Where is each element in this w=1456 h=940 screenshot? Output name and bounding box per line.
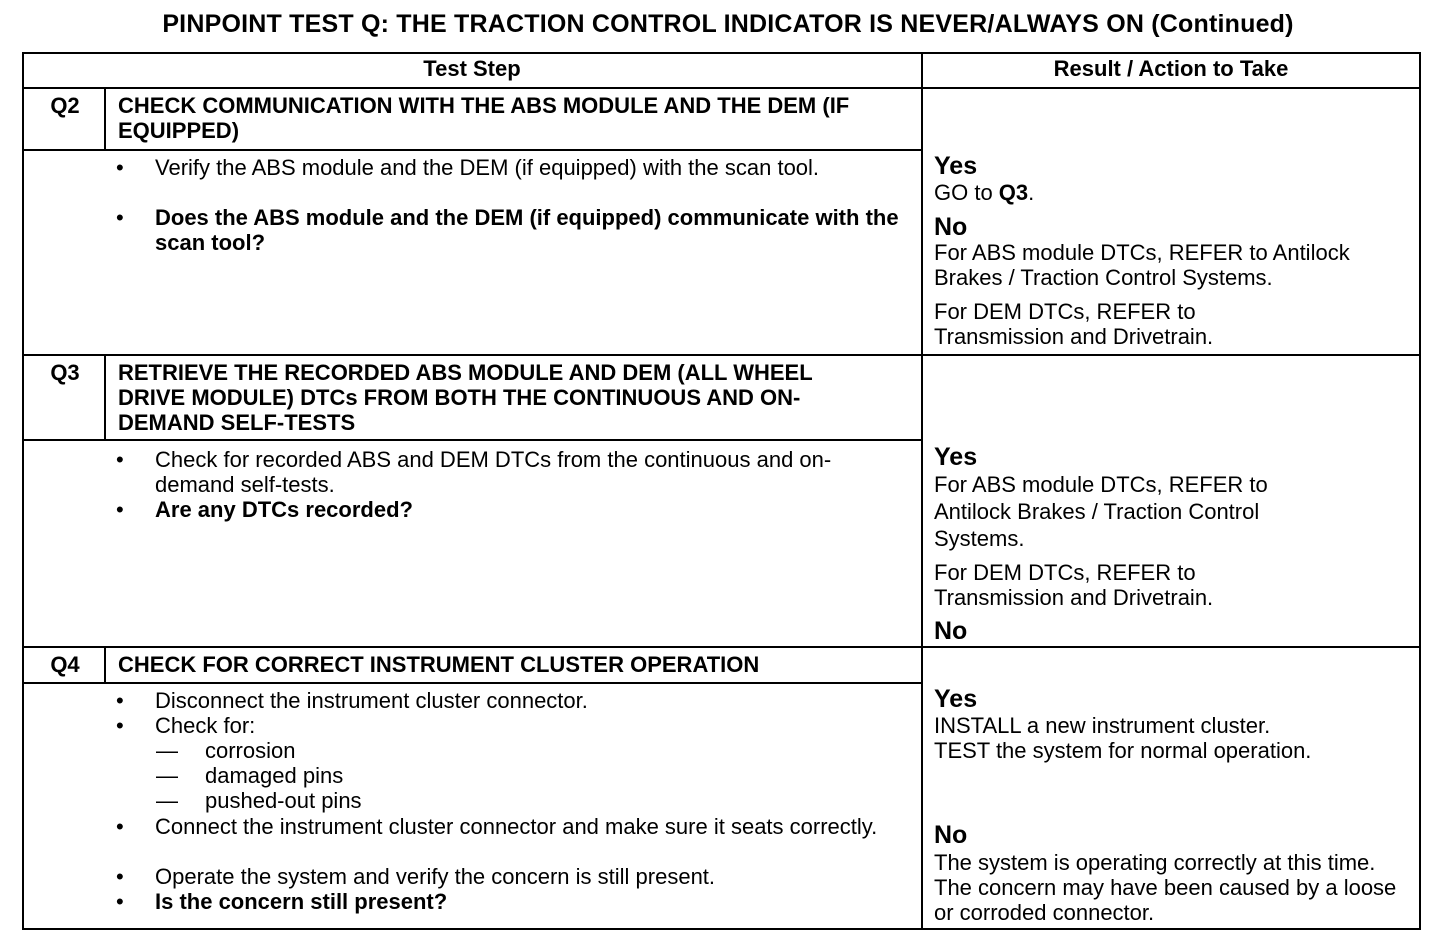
q3-yes-action-2: For DEM DTCs, REFER to Transmission and Drivetrain. [934,560,1214,610]
q4-dash-1: — [156,738,178,763]
q2-yes-target: Q3 [998,180,1029,205]
q2-yes-suffix: . [1028,180,1035,205]
header-test-step: Test Step [423,56,521,81]
q4-heading-underline [22,682,922,684]
q4-step-5-question: Is the concern still present? [155,889,448,914]
header-divider [22,87,1421,89]
q2-no-action-1: For ABS module DTCs, REFER to Antilock Brakes / Traction Control Systems. [934,240,1350,290]
row-divider-q2-q3 [22,354,1421,356]
q2-bullet-2: • [116,205,124,230]
q2-step-2-question: Does the ABS module and the DEM (if equipped) communicate with the scan tool? [155,205,899,255]
q2-step-id: Q2 [50,93,80,118]
q3-step-1: Check for recorded ABS and DEM DTCs from the continuous and on-demand self-tests. [155,447,832,497]
q2-yes-action [934,180,1418,205]
q4-dash-3: — [156,788,178,813]
q3-step-id: Q3 [50,360,80,385]
q2-step-1: Verify the ABS module and the DEM (if equipped) with the scan tool. [155,155,820,180]
q2-no-label: No [934,213,968,241]
column-divider [921,52,923,930]
q3-bullet-1: • [116,447,124,472]
q4-check-corrosion: corrosion [205,738,296,763]
q4-step-3: Connect the instrument cluster connector and make sure it seats correctly. [155,814,878,839]
q4-dash-2: — [156,763,178,788]
q2-heading: CHECK COMMUNICATION WITH THE ABS MODULE AND THE DEM (IF EQUIPPED) [118,93,850,143]
q4-yes-action-2: TEST the system for normal operation. [934,738,1312,763]
q4-bullet-5: • [116,889,124,914]
q4-no-action: The system is operating correctly at this time. The concern may have been caused by a loose or corroded connector. [934,850,1397,925]
q4-no-label: No [934,821,968,849]
q3-heading: RETRIEVE THE RECORDED ABS MODULE AND DEM (ALL WHEEL DRIVE MODULE) DTCs FROM BOTH THE CONTINUOUS AND ON-DEMAND SELF-TESTS [118,360,813,435]
q4-yes-label: Yes [934,685,978,713]
q4-yes-action-1: INSTALL a new instrument cluster. [934,713,1271,738]
q4-step-id: Q4 [50,652,80,677]
q2-bullet-1: • [116,155,124,180]
page-title: PINPOINT TEST Q: THE TRACTION CONTROL INDICATOR IS NEVER/ALWAYS ON (Continued) [162,10,1294,38]
q2-yes-prefix: GO to [934,180,999,205]
q3-heading-underline [22,439,922,441]
q2-no-action-2: For DEM DTCs, REFER to Transmission and Drivetrain. [934,299,1214,349]
q4-step-2: Check for: [155,713,256,738]
q4-bullet-3: • [116,814,124,839]
q3-yes-label: Yes [934,443,978,471]
q4-step-1: Disconnect the instrument cluster connector. [155,688,588,713]
q4-heading: CHECK FOR CORRECT INSTRUMENT CLUSTER OPERATION [118,652,760,677]
q2-heading-underline [22,149,922,151]
q4-bullet-2: • [116,713,124,738]
q3-yes-action-1: For ABS module DTCs, REFER to Antilock Brakes / Traction Control Systems. [934,472,1268,551]
q4-step-4: Operate the system and verify the concern is still present. [155,864,716,889]
q3-step-2-question: Are any DTCs recorded? [155,497,413,522]
q2-yes-label: Yes [934,152,978,180]
q3-bullet-2: • [116,497,124,522]
header-result-action: Result / Action to Take [1053,56,1289,81]
q4-check-pushed-out-pins: pushed-out pins [205,788,362,813]
row-divider-q3-q4 [22,646,1421,648]
q4-check-damaged-pins: damaged pins [205,763,344,788]
q4-bullet-1: • [116,688,124,713]
q3-no-label: No [934,617,968,645]
q4-bullet-4: • [116,864,124,889]
